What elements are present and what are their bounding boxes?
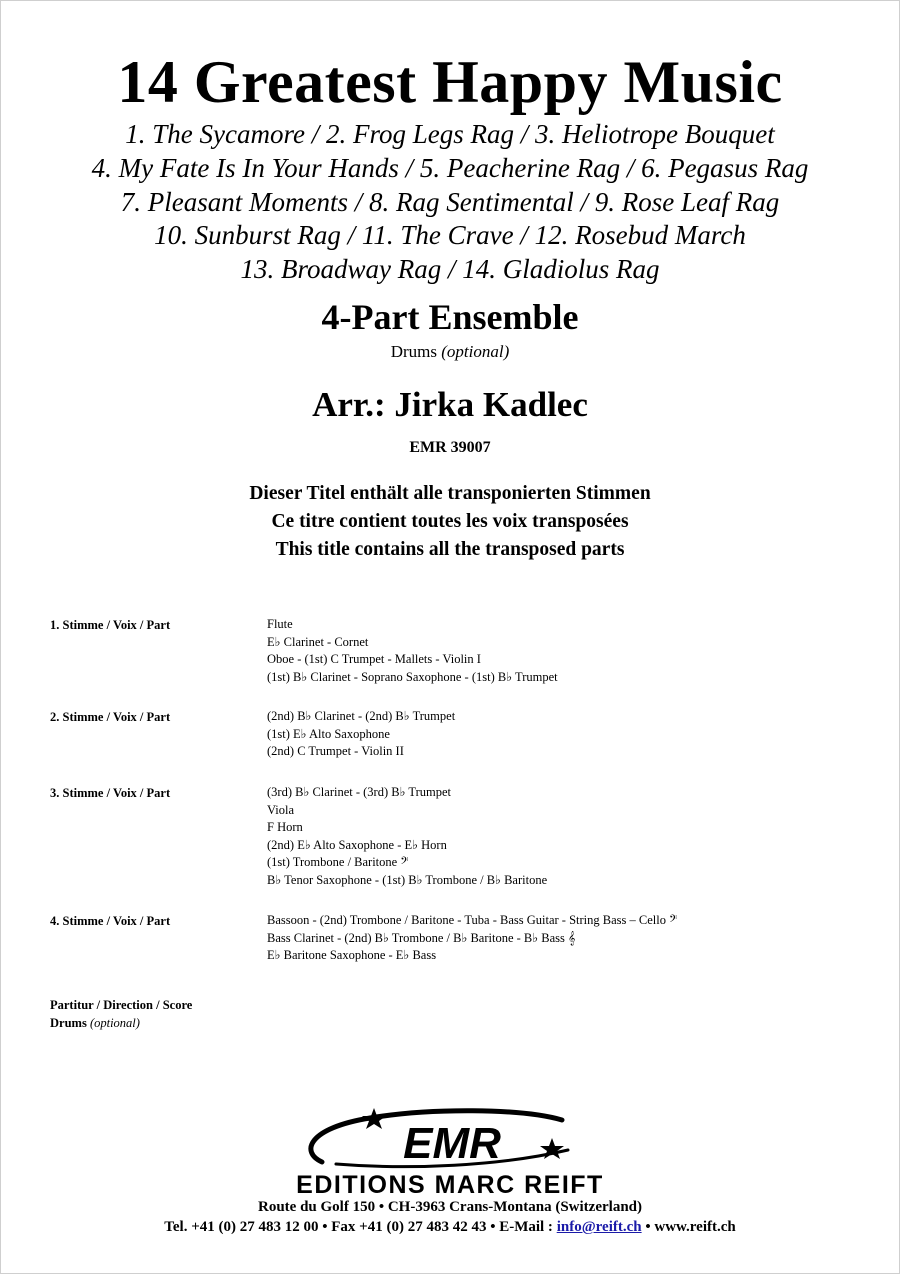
score-drums	[50, 1014, 192, 1032]
instrument-line: F Horn	[267, 820, 303, 835]
instrument-line: (1st) B♭ Clarinet - Soprano Saxophone - (1st) B♭ Trumpet	[267, 669, 558, 684]
instrument-line: Viola	[267, 802, 295, 817]
logo-text: EMR	[403, 1119, 501, 1168]
contact-prefix: Tel. +41 (0) 27 483 12 00 • Fax +41 (0) 27 483 42 43 • E-Mail :	[164, 1219, 557, 1235]
part-label: 3. Stimme / Voix / Part	[50, 786, 171, 800]
part-label: 1. Stimme / Voix / Part	[50, 618, 171, 632]
notice-german: Dieser Titel enthält alle transponierten Stimmen	[249, 483, 651, 504]
instrument-line: (2nd) E♭ Alto Saxophone - E♭ Horn	[267, 837, 447, 852]
contact-suffix: • www.reift.ch	[641, 1219, 736, 1235]
emr-logo	[300, 1104, 600, 1174]
score-label: Partitur / Direction / Score	[50, 998, 193, 1012]
notice-french: Ce titre contient toutes les voix transposées	[271, 511, 629, 532]
publisher-name: EDITIONS MARC REIFT	[296, 1171, 604, 1199]
instrument-line: Bass Clarinet - (2nd) B♭ Trombone / B♭ Baritone - B♭ Bass 𝄞	[267, 930, 576, 945]
publisher-address: Route du Golf 150 • CH-3963 Crans-Montana (Switzerland)	[258, 1199, 642, 1215]
score-drums-label: Drums	[50, 1016, 87, 1030]
part-group-4	[50, 912, 850, 988]
instrument-line: Flute	[267, 617, 293, 631]
ensemble-heading: 4-Part Ensemble	[321, 297, 579, 337]
part-group-1	[50, 616, 850, 708]
song-list-line: 4. My Fate Is In Your Hands / 5. Peacherine Rag / 6. Pegasus Rag	[91, 152, 809, 183]
publisher-contact	[0, 1218, 900, 1237]
song-list-line: 7. Pleasant Moments / 8. Rag Sentimental / 9. Rose Leaf Rag	[120, 186, 780, 217]
drums-note	[0, 342, 900, 362]
instrument-list	[267, 784, 850, 890]
drums-label: Drums	[390, 342, 438, 361]
instrument-line: Bassoon - (2nd) Trombone / Baritone - Tuba - Bass Guitar - String Bass – Cello 𝄢	[267, 913, 678, 927]
catalog-number: EMR 39007	[409, 439, 491, 456]
star-icon	[362, 1108, 386, 1129]
instrument-line: E♭ Clarinet - Cornet	[267, 634, 369, 649]
score-block	[50, 996, 192, 1032]
instrument-line: (3rd) B♭ Clarinet - (3rd) B♭ Trumpet	[267, 785, 451, 799]
instrument-line: (1st) Trombone / Baritone 𝄢	[267, 855, 409, 870]
score-drums-optional: (optional)	[89, 1016, 140, 1030]
instrument-line: (2nd) C Trumpet - Violin II	[267, 744, 404, 759]
instrument-list	[267, 708, 850, 761]
notice-english: This title contains all the transposed parts	[275, 539, 625, 560]
instrument-line: (1st) E♭ Alto Saxophone	[267, 726, 390, 741]
instrument-line: E♭ Baritone Saxophone - E♭ Bass	[267, 948, 437, 963]
song-list-line: 10. Sunburst Rag / 11. The Crave / 12. Rosebud March	[154, 220, 746, 251]
part-group-3	[50, 784, 850, 912]
main-title: 14 Greatest Happy Music	[117, 49, 783, 115]
song-list-line: 13. Broadway Rag / 14. Gladiolus Rag	[240, 254, 660, 285]
part-label: 2. Stimme / Voix / Part	[50, 710, 171, 724]
email-link[interactable]: info@reift.ch	[556, 1219, 642, 1235]
part-label: 4. Stimme / Voix / Part	[50, 914, 171, 928]
song-list	[0, 118, 900, 287]
instrument-line: Oboe - (1st) C Trumpet - Mallets - Violin I	[267, 652, 481, 667]
song-list-line: 1. The Sycamore / 2. Frog Legs Rag / 3. Heliotrope Bouquet	[125, 119, 775, 149]
arranger: Arr.: Jirka Kadlec	[312, 385, 588, 424]
instrument-list	[267, 616, 850, 686]
instrument-list	[267, 912, 850, 965]
instrument-line: (2nd) B♭ Clarinet - (2nd) B♭ Trumpet	[267, 709, 456, 723]
drums-optional: (optional)	[441, 342, 510, 361]
part-group-2	[50, 708, 850, 784]
instrument-line: B♭ Tenor Saxophone - (1st) B♭ Trombone / B♭ Baritone	[267, 872, 548, 887]
transposed-notice	[0, 480, 900, 564]
parts-list	[50, 616, 850, 988]
